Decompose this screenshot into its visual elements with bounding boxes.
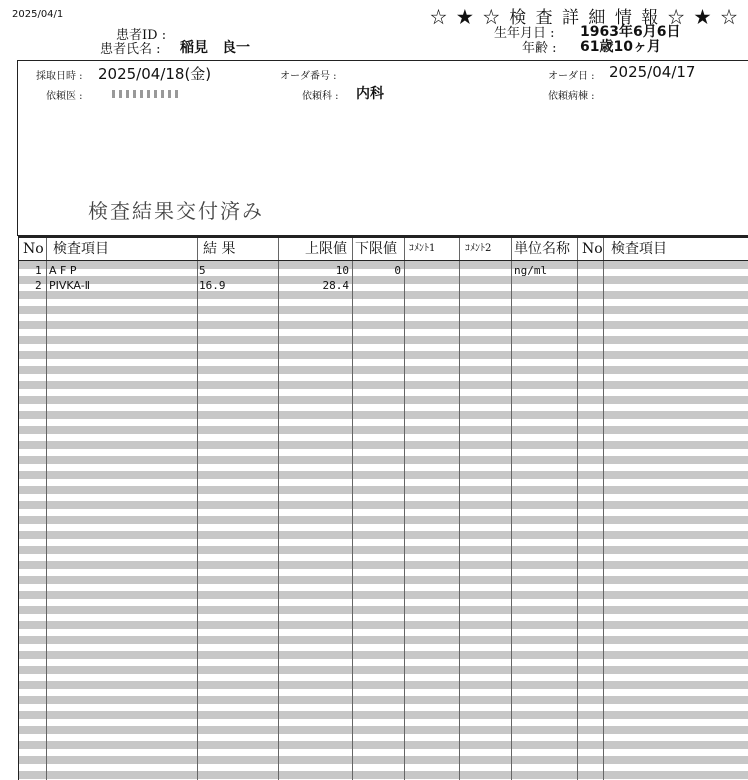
page-title: ☆ ★ ☆ 検 査 詳 細 情 報 ☆ ★ ☆: [430, 8, 740, 28]
age-label: 年齢 :: [522, 41, 557, 56]
row-1-lower: 0: [394, 264, 401, 277]
row-2-no: 2: [35, 279, 42, 292]
print-date: 2025/04/1: [12, 9, 64, 20]
row-2-item: PIVKA-Ⅱ: [49, 279, 91, 292]
col-header-unit: 単位名称: [514, 241, 570, 257]
column-divider: [511, 238, 512, 780]
order-date: 2025/04/17: [609, 63, 696, 81]
order-date-label: オーダ日 :: [548, 71, 595, 82]
department: 内科: [356, 86, 384, 102]
col-header-lower: 下限値: [355, 241, 397, 257]
row-1-no: 1: [35, 264, 42, 277]
col-header-comment1: ｺﾒﾝﾄ1: [409, 243, 436, 254]
collection-date: 2025/04/18(金): [98, 65, 212, 83]
col-header-item: 検査項目: [53, 241, 109, 257]
row-2-result: 16.9: [199, 279, 226, 292]
col-header-item-2: 検査項目: [611, 241, 667, 257]
patient-id-label: 患者ID :: [116, 28, 167, 43]
row-1-result: 5: [199, 264, 206, 277]
patient-name-label: 患者氏名 :: [100, 42, 161, 57]
age: 61歳10ヶ月: [580, 39, 661, 55]
column-divider: [278, 238, 279, 780]
row-1-item: A F P: [49, 264, 77, 277]
col-header-upper: 上限値: [305, 241, 347, 257]
column-divider: [46, 238, 47, 780]
column-divider: [577, 238, 578, 780]
row-1-unit: ng/ml: [514, 264, 548, 277]
col-header-comment2: ｺﾒﾝﾄ2: [465, 243, 492, 254]
row-2-upper: 28.4: [322, 279, 349, 292]
table-row-stripes: [19, 261, 748, 780]
patient-name: 稲見 良一: [180, 40, 250, 56]
column-divider: [352, 238, 353, 780]
birth-date-label: 生年月日 :: [494, 26, 555, 41]
birth-date: 1963年6月6日: [580, 24, 681, 40]
col-header-no: No: [23, 241, 44, 257]
results-table: [18, 236, 748, 780]
order-number-label: オーダ番号 :: [280, 71, 337, 82]
column-divider: [603, 238, 604, 780]
row-1-upper: 10: [335, 264, 349, 277]
department-label: 依頼科 :: [302, 91, 339, 102]
header-divider: [19, 260, 748, 261]
collection-date-label: 採取日時 :: [36, 71, 83, 82]
result-delivered-stamp: 検査結果交付済み: [88, 199, 264, 223]
column-divider: [459, 238, 460, 780]
col-header-no-2: No: [582, 241, 603, 257]
doctor-label: 依頼医 :: [46, 91, 83, 102]
col-header-result: 結 果: [203, 241, 236, 257]
column-divider: [404, 238, 405, 780]
ward-label: 依頼病棟 :: [548, 91, 595, 102]
redacted-doctor-name: [112, 90, 180, 98]
column-divider: [197, 238, 198, 780]
